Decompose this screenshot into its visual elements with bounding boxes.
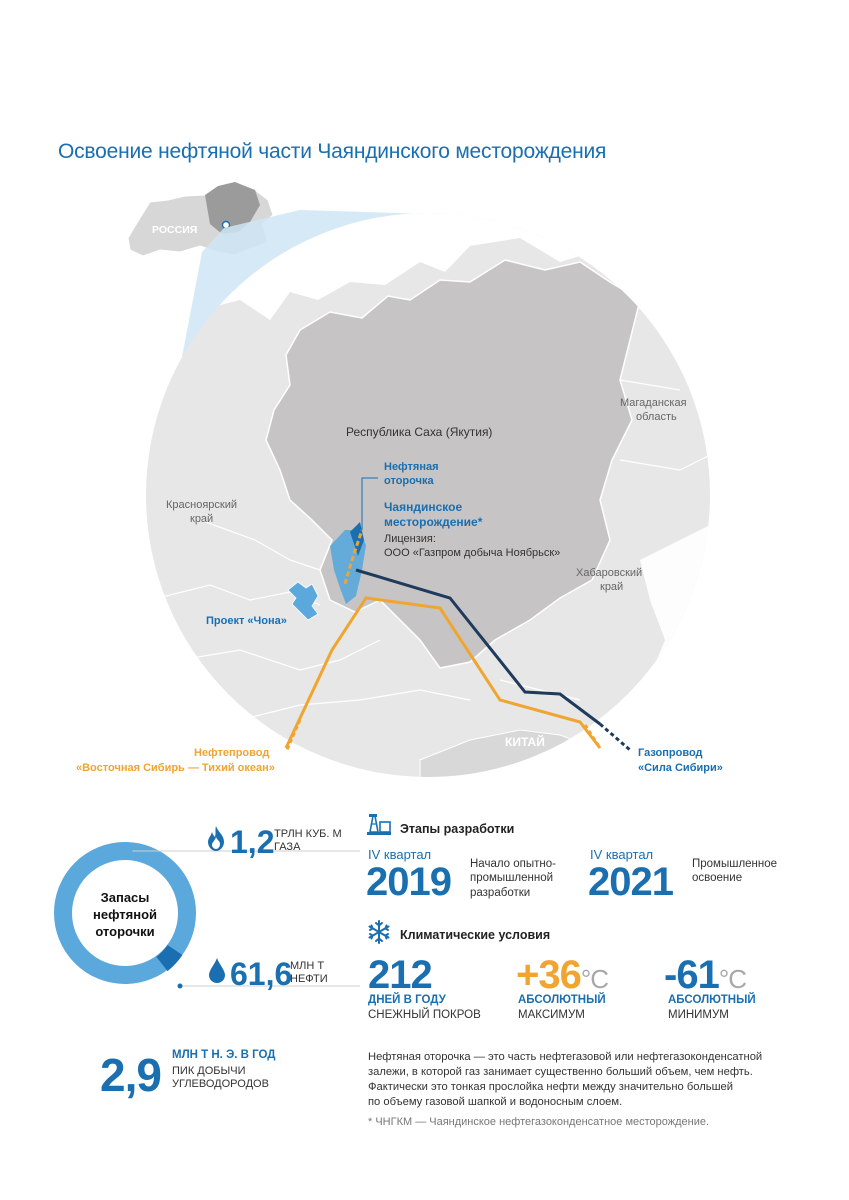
region-khabarovsk-label-2: край (600, 581, 624, 593)
flame-icon (206, 826, 226, 856)
china-label: КИТАЙ (505, 735, 545, 749)
region-sakha-label: Республика Саха (Якутия) (346, 425, 493, 439)
oil-rim-definition: Нефтяная оторочка — это часть нефтегазовой или нефтегазоконденсатной залежи, в которой газ занимает существенно больший объем, чем нефть. Фактически это тонкая прослойка нефти между значительно большей по объему газовой шапкой и водоносным слоем. (368, 1051, 763, 1109)
inset-label: РОССИЯ (152, 224, 198, 236)
stage-1-quarter: IV квартал (368, 847, 432, 862)
peak-unit: МЛН Т Н. Э. В ГОД (172, 1049, 276, 1061)
gas-value: 1,2 (230, 824, 275, 860)
license-label-2: ООО «Газпром добыча Ноябрьск» (384, 547, 561, 559)
stage-1-desc: Начало опытно- промышленной разработки (470, 858, 556, 899)
ring-label: Запасы нефтяной оторочки (92, 890, 158, 939)
snow-caption: ДНЕЙ В ГОДУ (368, 994, 446, 1006)
gas-pipeline-label-1: Газопровод (638, 747, 703, 759)
field-label-1: Чаяндинское (384, 500, 463, 514)
min-temp: -61°C (664, 953, 746, 997)
gas-pipeline-label-2: «Сила Сибири» (638, 762, 723, 774)
snowflake-icon (367, 920, 391, 949)
climate-title: Климатические условия (400, 928, 551, 942)
field-label-2: месторождение* (384, 515, 483, 529)
ring-oil-segment (162, 950, 175, 964)
stages-title: Этапы разработки (400, 822, 515, 836)
page-title: Освоение нефтяной части Чаяндинского месторождения (58, 140, 607, 163)
min-caption: АБСОЛЮТНЫЙ (668, 994, 756, 1006)
chona-label: Проект «Чона» (206, 615, 287, 627)
oil-rim-label-1: Нефтяная (384, 461, 439, 473)
gas-unit: ТРЛН КУБ. М ГАЗА (274, 828, 342, 854)
stage-2-desc: Промышленное освоение (692, 858, 778, 885)
oil-pipeline-label-1: Нефтепровод (194, 747, 270, 759)
oil-rig-icon (366, 812, 392, 841)
region-magadan-label-2: область (636, 411, 677, 423)
region-krasnoyarsk-label-1: Красноярский (166, 499, 238, 511)
stage-2-quarter: IV квартал (590, 847, 654, 862)
license-label-1: Лицензия: (384, 533, 436, 545)
oil-pipeline-label-2: «Восточная Сибирь — Тихий океан» (76, 762, 275, 774)
stage-1-year: 2019 (366, 860, 451, 904)
max-sub: МАКСИМУМ (518, 1009, 585, 1021)
oil-rim-label-2: оторочка (384, 475, 434, 487)
snow-value: 212 (368, 953, 432, 997)
oil-unit: МЛН Т НЕФТИ (290, 960, 328, 986)
peak-desc: ПИК ДОБЫЧИ УГЛЕВОДОРОДОВ (172, 1065, 269, 1091)
max-caption: АБСОЛЮТНЫЙ (518, 994, 606, 1006)
snow-sub: СНЕЖНЫЙ ПОКРОВ (368, 1009, 481, 1021)
region-krasnoyarsk-label-2: край (190, 513, 214, 525)
min-sub: МИНИМУМ (668, 1009, 729, 1021)
oil-value: 61,6 (230, 956, 293, 992)
footnote: * ЧНГКМ — Чаяндинское нефтегазоконденсатное месторождение. (368, 1116, 710, 1128)
max-temp: +36°C (516, 953, 609, 997)
peak-value: 2,9 (100, 1049, 161, 1101)
region-magadan-label-1: Магаданская (620, 397, 687, 409)
region-khabarovsk-label-1: Хабаровский (576, 567, 643, 579)
oil-drop-icon (208, 958, 226, 988)
stage-2-year: 2021 (588, 860, 673, 904)
